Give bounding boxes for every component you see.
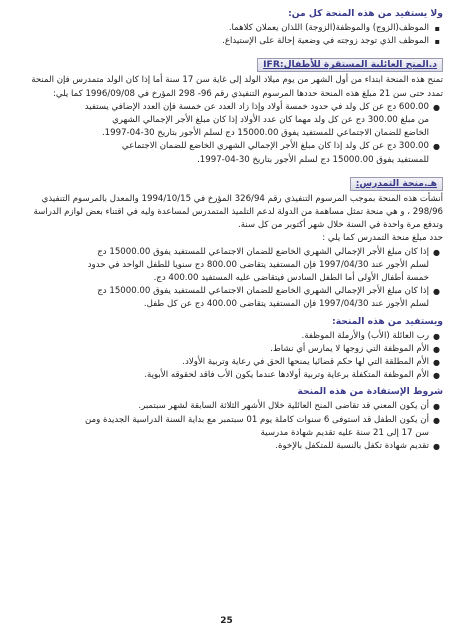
- list-item: ▪ الموظف الذي توجد زوجته في وضعية إحالة على الإستيداع.: [14, 35, 429, 48]
- bullet-dot-icon: ●: [433, 142, 440, 152]
- bullet-square-icon: ▪: [434, 24, 440, 33]
- section-title-excluded: ولا يستفيد من هذه المنحة كل من:: [288, 8, 443, 19]
- list-item: ● إذا كان مبلغ الأجر الإجمالي الشهري الخاضع للضمان الاجتماعي للمستفيد يفوق 15000.00 دج لسلم الأجور عند 1997/04/30 فإن المستفيد يتقاضى 400.00 دج عن كل طفل.: [97, 286, 440, 310]
- section-title-ifr: د.المنح العائلية المستقرة للأطفال:IFR: [257, 58, 443, 72]
- beneficiaries-list: [14, 330, 443, 383]
- bullet-dot-icon: ●: [433, 102, 440, 112]
- list-item: ● تقديم شهادة تكفل بالنسبة للمتكفل بالإخوة.: [14, 440, 429, 453]
- bullet-dot-icon: ●: [433, 344, 440, 354]
- schooling-intro: أنشأت هذه المنحة بموجب المرسوم التنفيذي رقم 326/94 المؤرخ في 1994/10/15 والمعدل بالمرسوم التنفيذي 298/96 ، و هي منحة تمثل مساهمة من الدولة لدعم التلميذ المتمدرس لمساعدة وليه في اقتناء بعض لوازم الدراسة وتدفع مرة واحدة في السنة خلال شهر أكتوبر من كل سنة.: [33, 193, 443, 231]
- list-item: ● الأم المطلقة التي لها حكم قضائيا يمنحها الحق في رعاية وتربية الأولاد.: [14, 356, 429, 369]
- ifr-list: [14, 101, 443, 167]
- bullet-dot-icon: ●: [433, 358, 440, 368]
- bullet-square-icon: ▪: [434, 37, 440, 47]
- list-item: ● الأم الموظفة التي زوجها لا يمارس أي نشاط.: [14, 343, 429, 356]
- list-item: ● رب العائلة (الأب) والأرملة الموظفة.: [14, 330, 429, 343]
- list-item: ● إذا كان مبلغ الأجر الإجمالي الشهري الخاضع للضمان الاجتماعي للمستفيد يفوق 15000.00 دج لسلم الأجور عند 1997/04/30 فإن المستفيد يتقاضى 800.00 دج سنويا للطفل الواحد في حدود خمسة أطفال الأولى أما الطفل السادس فيتقاضى عليه المستفيد 400.00 دج.: [87, 246, 440, 284]
- ifr-intro: تمنح هذه المنحة ابتداء من أول الشهر من يوم ميلاد الولد إلى غاية سن 17 سنة أما إذا كان الولد متمدرس فإن المنحة تمدد حتى سن 21 مبلغ هذه المنحة حددها المرسوم التنفيذي رقم 96- 298 المؤرخ في 1996/09/08 كما يلي:: [31, 75, 443, 99]
- section-title-schooling: هـ.منحة التمدرس:: [350, 177, 443, 191]
- bullet-dot-icon: ●: [433, 247, 440, 257]
- page-number: 25: [220, 616, 233, 626]
- bullet-dot-icon: ●: [433, 402, 440, 412]
- schooling-lead: حدد مبلغ منحة التمدرس كما يلي :: [322, 233, 443, 244]
- schooling-list: [14, 246, 443, 312]
- bullet-dot-icon: ●: [433, 331, 440, 341]
- bullet-dot-icon: ●: [433, 442, 440, 452]
- section-title-beneficiaries: ويستفيد من هذه المنحة:: [332, 315, 443, 327]
- bullet-dot-icon: ●: [433, 371, 440, 381]
- list-item: ● 600.00 دج عن كل ولد في حدود خمسة أولاد وإذا زاد العدد عن خمسة فإن العدد الإضافي يستفيد من مبلغ 300.00 دج عن كل ولد مهما كان عدد الأولاد إذا كان مبلغ الأجر الإجمالي الشهري الخاضع للضمان الاجتماعي للمستفيد يفوق 15000.00 دج لسلم الأجور بتاريخ 30-04-1997.: [84, 101, 440, 139]
- list-item: ● الأم الموظفة المتكفلة برعاية وتربية أولادها عندما يكون الأب فاقد لحقوقه الأبوية.: [14, 369, 429, 382]
- conditions-list: [14, 400, 443, 453]
- bullet-dot-icon: ●: [433, 287, 440, 297]
- list-item: ● أن يكون الطفل قد استوفى 6 سنوات كاملة يوم 01 سبتمبر مع بداية السنة الدراسية الجديدة ومن سن 17 إلى 21 سنة عليه تقديم شهادة مدرسية: [84, 414, 440, 438]
- list-item: ● 300.00 دج عن كل ولد إذا كان مبلغ الأجر الإجمالي الشهري الخاضع للضمان الاجتماعي للمستفيد يفوق 15000.00 دج لسلم الأجور بتاريخ 30-04-1997.: [121, 141, 440, 165]
- document-page: [14, 8, 443, 453]
- bullet-dot-icon: ●: [433, 415, 440, 425]
- list-item: ● أن يكون المعني قد تقاضى المنح العائلية خلال الأشهر الثلاثة السابقة لشهر سبتمبر.: [14, 400, 429, 413]
- section-title-conditions: شروط الإستفادة من هذه المنحة: [297, 386, 443, 398]
- excluded-list: [14, 22, 443, 48]
- list-item: ▪ الموظف(الزوج) والموظفة(الزوجة) اللذان يعملان كلاهما.: [14, 22, 429, 35]
